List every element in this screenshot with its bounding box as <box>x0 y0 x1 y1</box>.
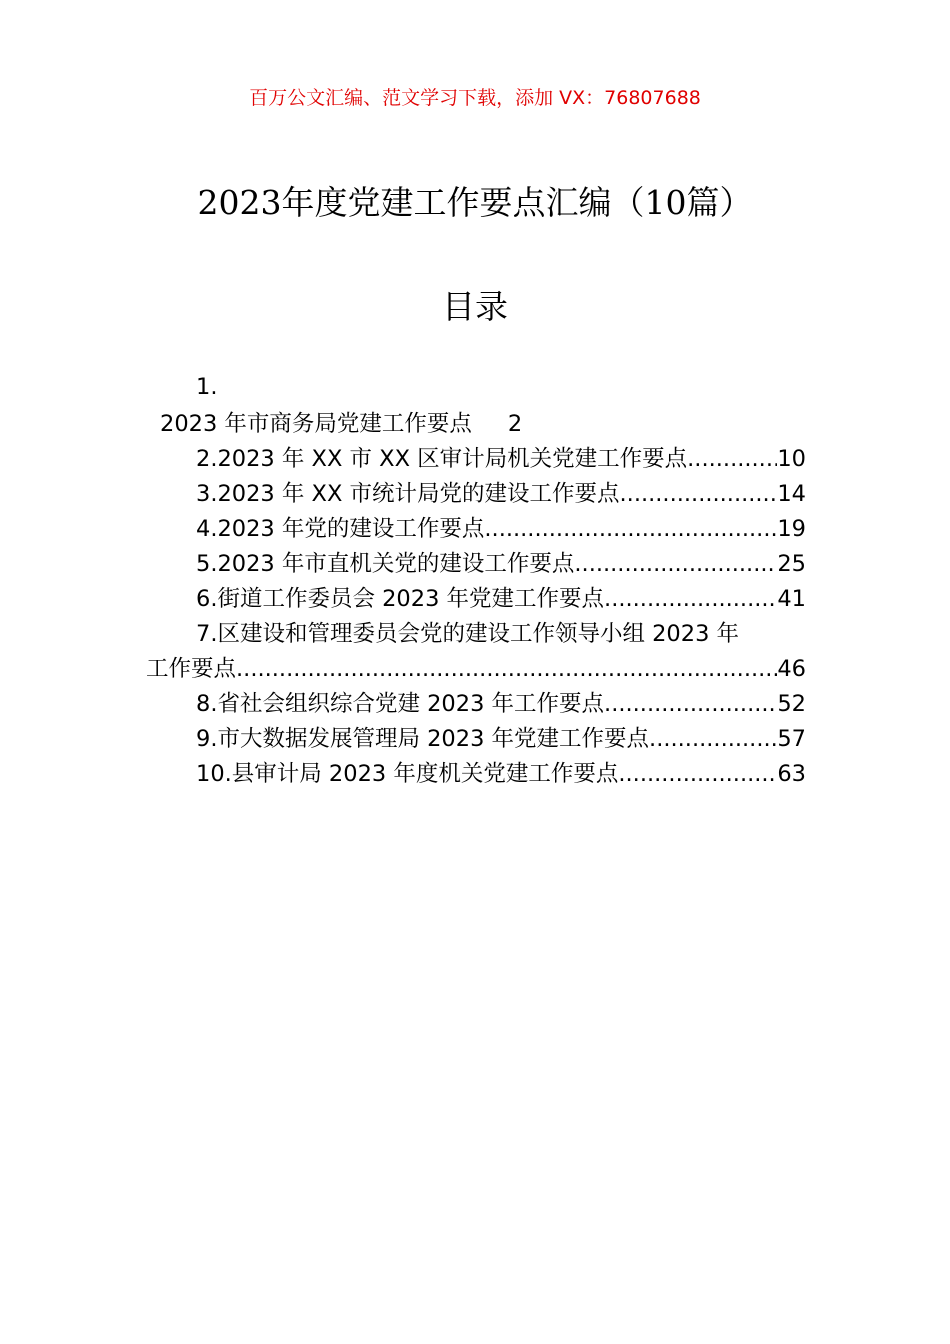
toc-item-4[interactable] <box>196 512 806 547</box>
toc-item-page: 25 <box>777 551 806 577</box>
toc-leader-dots <box>236 652 777 687</box>
toc-item-title: 10.县审计局 2023 年度机关党建工作要点 <box>196 761 619 787</box>
toc-item-page: 46 <box>777 656 806 682</box>
toc-leader-dots <box>687 442 777 477</box>
toc-item-title: 9.市大数据发展管理局 2023 年党建工作要点 <box>196 726 650 752</box>
toc-item-2[interactable] <box>196 442 806 477</box>
toc-heading: 目录 <box>442 287 508 326</box>
title-year: 2023 <box>197 183 282 222</box>
toc-item-5[interactable] <box>196 547 806 582</box>
toc-item-9[interactable] <box>196 722 806 757</box>
toc-item-7[interactable] <box>146 652 806 687</box>
toc-item-title: 3.2023 年 XX 市统计局党的建设工作要点 <box>196 481 620 507</box>
toc-leader-dots <box>604 582 777 617</box>
toc-item-page: 10 <box>777 446 806 472</box>
toc-item-page: 63 <box>777 761 806 787</box>
toc-item-10[interactable] <box>196 757 806 792</box>
toc-leader-dots <box>574 547 777 582</box>
document-title <box>0 178 950 228</box>
toc-item-title: 6.街道工作委员会 2023 年党建工作要点 <box>196 586 605 612</box>
toc-item-3[interactable] <box>196 477 806 512</box>
toc-item-6[interactable] <box>196 582 806 617</box>
toc-leader-dots <box>649 722 777 757</box>
toc-item-title: 4.2023 年党的建设工作要点 <box>196 516 485 542</box>
toc-item-8[interactable] <box>196 687 806 722</box>
title-count: 10 <box>644 183 687 222</box>
toc-item-page: 14 <box>777 481 806 507</box>
title-suffix: 篇） <box>686 183 753 222</box>
header-notice: 百万公文汇编、范文学习下载，添加 VX：76807688 <box>249 87 701 109</box>
toc-item-1-number[interactable]: 1. <box>196 374 218 400</box>
toc-item-page: 41 <box>777 586 806 612</box>
toc-item-title: 工作要点 <box>146 656 237 682</box>
toc-item-1[interactable] <box>160 407 580 442</box>
toc-item-title: 8.省社会组织综合党建 2023 年工作要点 <box>196 691 605 717</box>
toc-item-title: 5.2023 年市直机关党的建设工作要点 <box>196 551 575 577</box>
title-text: 年度党建工作要点汇编（ <box>281 183 645 222</box>
toc-item-title: 2023 年市商务局党建工作要点 <box>160 411 472 437</box>
toc-item-title: 2.2023 年 XX 市 XX 区审计局机关党建工作要点 <box>196 446 688 472</box>
toc-item-page: 57 <box>777 726 806 752</box>
toc-leader-dots <box>604 687 777 722</box>
toc-item-7-line1[interactable]: 7.区建设和管理委员会党的建设工作领导小组 2023 年 <box>196 621 740 647</box>
toc-leader-dots <box>618 757 777 792</box>
toc-leader-dots <box>620 477 778 512</box>
toc-leader-dots <box>484 512 777 547</box>
toc-item-page: 19 <box>777 516 806 542</box>
toc-item-page: 52 <box>777 691 806 717</box>
toc-item-page: 2 <box>507 411 523 437</box>
